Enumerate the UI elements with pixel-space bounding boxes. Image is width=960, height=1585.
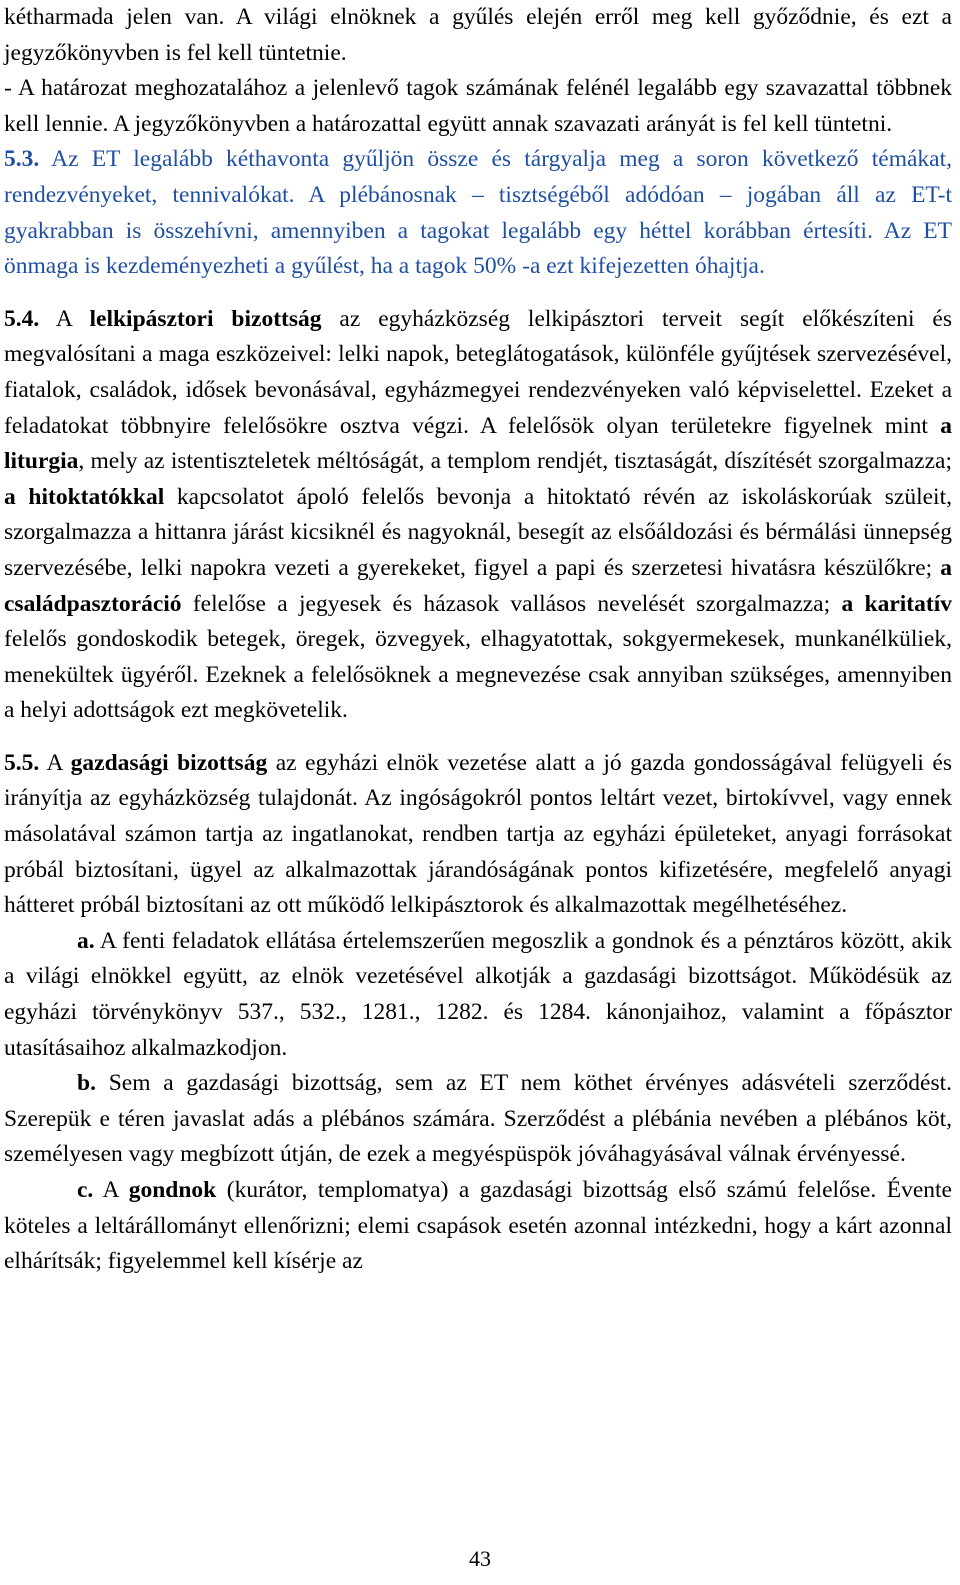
text-run: A fenti feladatok ellátása értelemszerűen megoszlik a gondnok és a pénztáros között, akik a világi elnökkel együtt, az elnök vezetésével alkotják a gazdasági bizottságot. Működésük az egyházi törvénykönyv 537., 532., 1281., 1282. és 1284. kánonjaihoz, valamint a főpásztor utasításaihoz alkalmazkodjon. <box>4 927 952 1061</box>
text-run: Az ET legalább kéthavonta gyűljön össze és tárgyalja meg a soron következő témákat, rendezvényeket, tennivalókat. A plébánosnak – tisztségéből adódóan – jogában áll az ET-t gyakrabban is összehívni, amennyiben a tagokat legalább egy héttel korábban értesíti. Az ET önmaga is kezdeményezheti a gyűlést, ha a tagok 50% -a ezt kifejezetten óhajtja. <box>4 146 952 280</box>
bold-text-run: b. <box>77 1070 96 1097</box>
paragraph-5-4-pastoral-committee <box>4 302 952 729</box>
text-run: felelőse a jegyesek és házasok vallásos nevelését szorgalmazza; <box>181 590 842 617</box>
text-run: , mely az istentiszteletek méltóságát, a templom rendjét, tisztaságát, díszítését szorgalmazza; <box>78 448 952 475</box>
bold-text-run: a hitoktatókkal <box>4 483 165 510</box>
text-run: A <box>39 749 71 776</box>
bold-text-run: gazdasági bizottság <box>70 749 268 776</box>
bold-text-run: 5.4. <box>4 305 40 332</box>
bold-text-run: c. <box>77 1177 94 1203</box>
bold-text-run: a. <box>77 927 95 954</box>
bold-text-run: a családpasztoráció <box>4 554 952 617</box>
paragraph-5-5-b <box>4 1066 952 1173</box>
bold-text-run: a liturgia <box>4 412 952 475</box>
text-run: felelős gondoskodik betegek, öregek, özvegyek, elhagyatottak, sokgyermekesek, munkanélküliek, menekültek ügyéről. Ezeknek a felelősöknek a megnevezése csak annyiban szükséges, amennyiben a helyi adottságok ezt megkövetelik. <box>4 626 952 724</box>
text-run: - A határozat meghozatalához a jelenlevő tagok számának felénél legalább egy szavazattal többnek kell lennie. A jegyzőkönyvben a határozattal együtt annak szavazati arányát is fel kell tüntetni. <box>4 75 952 137</box>
bold-text-run: lelkipásztori bizottság <box>89 305 322 332</box>
text-run: az egyházi elnök vezetése alatt a jó gazda gondosságával felügyeli és irányítja az egyházközség tulajdonát. Az ingóságokról pontos leltárt vezet, birtokívvel, vagy ennek másolatával számon tartja az ingatlanokat, rendben tartja az egyházi épületeket, anyagi forrásokat próbál biztosítani, ügyel az alkalmazottak járandóságának pontos kifizetésére, megfelelő anyagi hátteret próbál biztosítani az ott működő lelkipásztorok és alkalmazottak megélhetéséhez. <box>4 749 952 919</box>
document-body <box>4 0 952 1280</box>
text-run: kétharmada jelen van. A világi elnöknek a gyűlés elején erről meg kell győződnie, és ezt a jegyzőkönyvben is fel kell tüntetnie. <box>4 4 952 66</box>
paragraph-5-5-a <box>4 924 952 1066</box>
paragraph-5-5-c <box>4 1173 952 1280</box>
bold-text-run: gondnok <box>128 1177 217 1203</box>
paragraph-quorum-check <box>4 0 952 71</box>
text-run: az egyházközség lelkipásztori terveit segít előkészíteni és megvalósítani a maga eszközeivel: lelki napok, beteglátogatások, különféle gyűjtések szervezésével, fiatalok, családok, idősek bevonásával, egyházmegyei rendezvényeken való képviselettel. Ezeket a feladatokat többnyire felelősökre osztva végzi. A felelősök olyan területekre figyelnek mint <box>4 305 952 439</box>
page-number: 43 <box>469 1546 491 1571</box>
text-run: Sem a gazdasági bizottság, sem az ET nem köthet érvényes adásvételi szerződést. Szerepük e téren javaslat adás a plébános számára. Szerződést a plébánia nevében a plébános köt, személyesen vagy megbízott útján, de ezek a megyéspüspök jóváhagyásával válnak érvényessé. <box>4 1070 952 1168</box>
text-run: A <box>39 305 90 332</box>
bold-text-run: 5.5. <box>4 749 40 776</box>
paragraph-5-5-economic-committee <box>4 746 952 924</box>
text-run: kapcsolatot ápoló felelős bevonja a hitoktató révén az iskoláskorúak szüleit, szorgalmazza a hittanra járást kicsiknél és nagyoknál, besegít az elsőáldozási és bérmálási ünnepség szervezésébe, lelki napokra vezeti a gyerekeket, figyel a papi és szerzetesi hivatásra készülőkre; <box>4 483 952 581</box>
bold-text-run: 5.3. <box>4 146 40 173</box>
bold-text-run: a karitatív <box>841 590 952 617</box>
paragraph-voting-majority <box>4 71 952 142</box>
text-run: (kurátor, templomatya) a gazdasági bizottság első számú felelőse. Évente köteles a leltárállományt ellenőrizni; elemi csapások esetén azonnal intézkedni, hogy a kárt azonnal elhárítsák; figyelemmel kell kísérje az <box>4 1177 952 1275</box>
paragraph-5-3-meeting-frequency <box>4 142 952 284</box>
text-run: A <box>93 1177 129 1203</box>
